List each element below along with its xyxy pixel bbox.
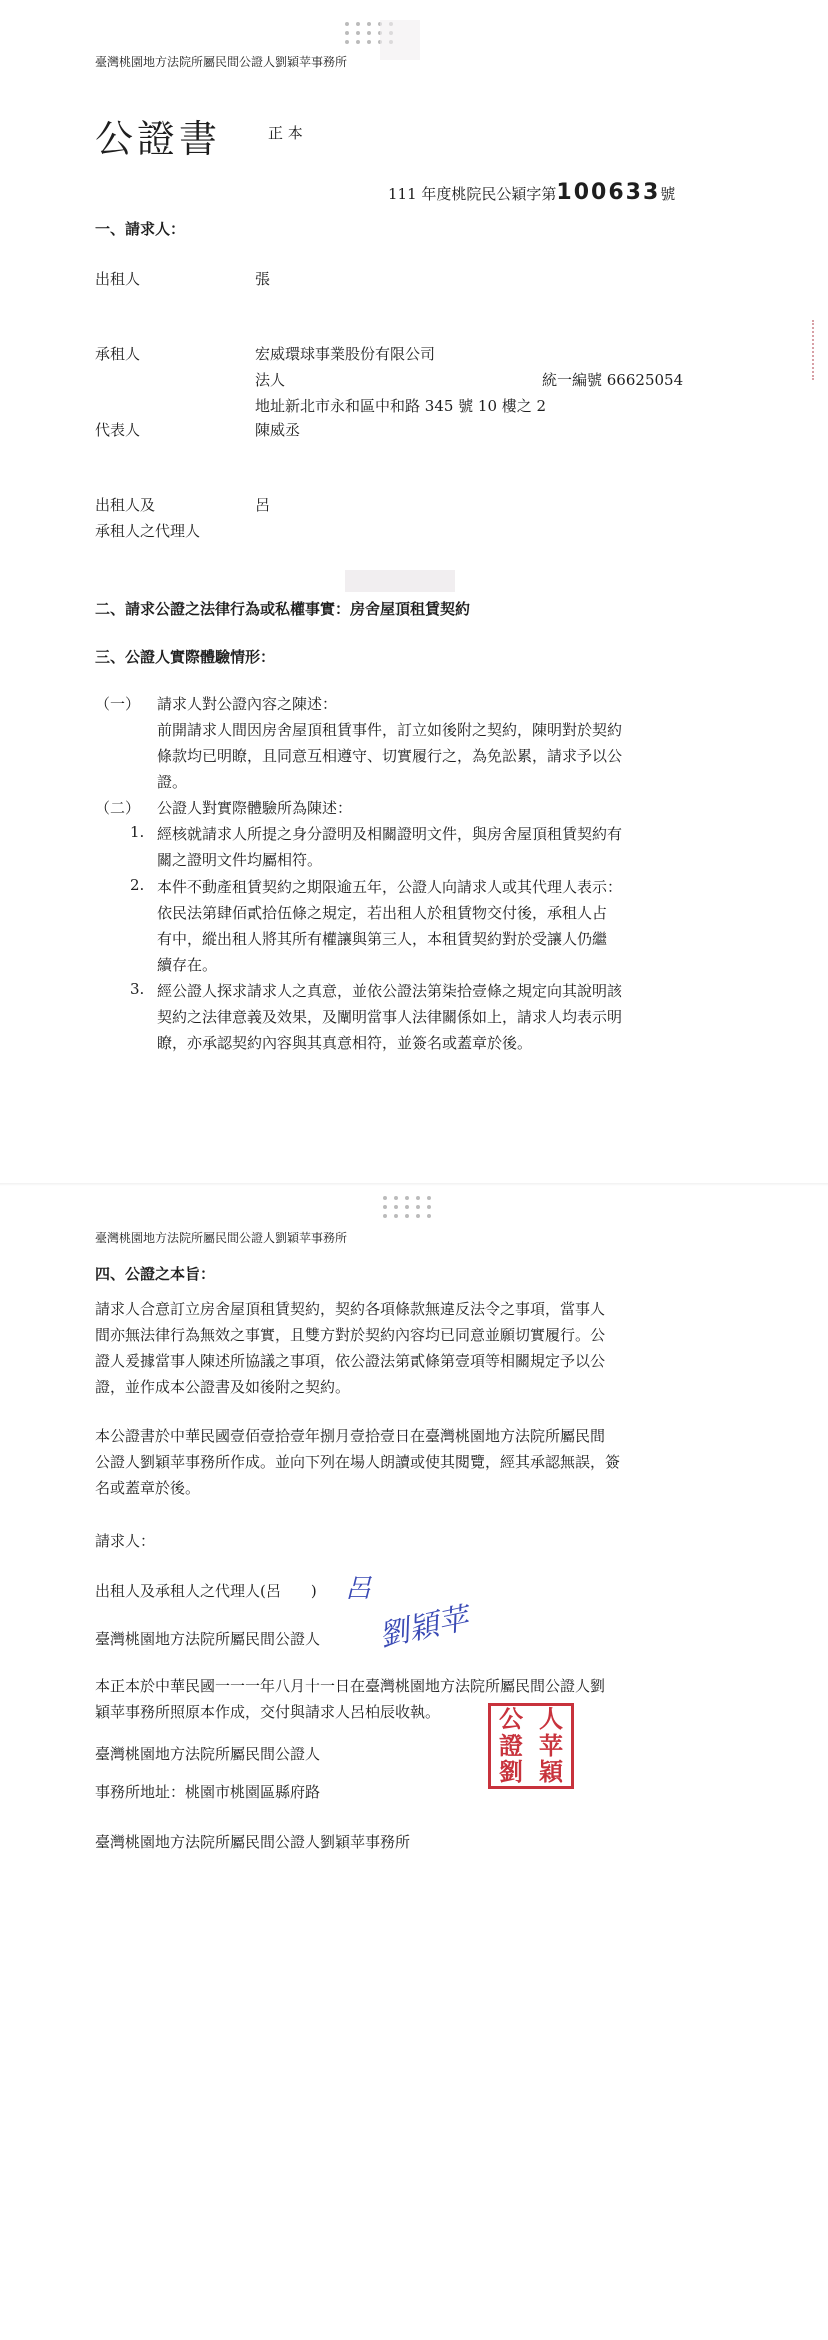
header-office: 臺灣桃園地方法院所屬民間公證人劉穎苹事務所 <box>95 55 348 69</box>
s4-line: 請求人合意訂立房舍屋頂租賃契約，契約各項條款無違反法令之事項，當事人 <box>95 1300 606 1318</box>
s3-2-item-line: 契約之法律意義及效果，及闡明當事人法律關係如上，請求人均表示明 <box>157 1008 623 1026</box>
s3-2-item-line: 關之證明文件均屬相符。 <box>157 851 323 869</box>
lessor-name: 張 <box>255 270 271 288</box>
section4-heading: 四、公證之本旨： <box>95 1265 216 1283</box>
lessee-label: 承租人 <box>95 345 141 363</box>
stamp-char: 公 <box>499 1704 523 1733</box>
agent-signature: 呂 <box>345 1574 372 1604</box>
lessee-uniform-no: 統一編號 66625054 <box>542 371 684 389</box>
s3-2-item-line: 瞭，亦承認契約內容與其真意相符，並簽名或蓋章於後。 <box>157 1034 533 1052</box>
page-separator <box>0 1183 828 1186</box>
s3-2-item-line: 有中，縱出租人將其所有權讓與第三人，本租賃契約對於受讓人仍繼 <box>157 930 608 948</box>
stamp-char: 人 <box>539 1704 563 1733</box>
date-line: 本公證書於中華民國壹佰壹拾壹年捌月壹拾壹日在臺灣桃園地方法院所屬民間 <box>95 1427 606 1445</box>
date-line: 公證人劉穎苹事務所作成。並向下列在場人朗讀或使其閱覽，經其承認無誤，簽 <box>95 1453 621 1471</box>
s3-2-intro: 公證人對實際體驗所為陳述： <box>157 799 353 817</box>
section1-heading: 一、請求人： <box>95 220 186 238</box>
s3-1-num: （一） <box>95 695 141 713</box>
case-prefix: 111 年度桃院民公穎字第 <box>388 185 557 203</box>
notary-signature: 劉穎苹 <box>376 1600 472 1654</box>
s4-line: 證，並作成本公證書及如後附之契約。 <box>95 1378 351 1396</box>
requester-label: 請求人： <box>95 1532 156 1550</box>
stamp-char: 證 <box>499 1730 523 1760</box>
lessee-type: 法人 <box>255 371 286 389</box>
s3-1-line: 前開請求人間因房舍屋頂租賃事件，訂立如後附之契約，陳明對於契約 <box>157 721 623 739</box>
s3-1-line: 證。 <box>157 773 188 791</box>
s3-2-item-line: 續存在。 <box>157 956 218 974</box>
agent-line: 出租人及承租人之代理人(呂 ) <box>95 1582 317 1600</box>
section2-heading: 二、請求公證之法律行為或私權事實：房舍屋頂租賃契約 <box>95 600 471 618</box>
agent-name: 呂 <box>255 496 271 514</box>
s3-2-item-line: 經核就請求人所提之身分證明及相關證明文件，與房舍屋頂租賃契約有 <box>157 825 623 843</box>
notary-line-2: 臺灣桃園地方法院所屬民間公證人 <box>95 1745 321 1763</box>
copy-line: 穎苹事務所照原本作成，交付與請求人呂柏辰收執。 <box>95 1703 441 1721</box>
s3-1-line: 請求人對公證內容之陳述： <box>157 695 338 713</box>
stamp-char: 劉 <box>499 1757 523 1787</box>
s3-2-item-num: 3. <box>130 980 145 998</box>
lessee-company: 宏威環球事業股份有限公司 <box>255 345 436 363</box>
s3-1-line: 條款均已明瞭，且同意互相遵守、切實履行之，為免訟累，請求予以公 <box>157 747 623 765</box>
office-address: 事務所地址：桃園市桃園區縣府路 <box>95 1783 321 1801</box>
seal-ghost-mark <box>345 570 455 592</box>
case-suffix: 號 <box>660 185 676 203</box>
s3-2-item-line: 本件不動產租賃契約之期限逾五年，公證人向請求人或其代理人表示： <box>157 878 623 896</box>
rep-label: 代表人 <box>95 421 141 439</box>
s3-2-item-line: 依民法第肆佰貳拾伍條之規定，若出租人於租賃物交付後，承租人占 <box>157 904 608 922</box>
s4-line: 證人爰據當事人陳述所協議之事項，依公證法第貳條第壹項等相關規定予以公 <box>95 1352 606 1370</box>
lessee-address: 地址新北市永和區中和路 345 號 10 樓之 2 <box>255 397 547 415</box>
seal-ghost-mark <box>380 20 420 60</box>
date-line: 名或蓋章於後。 <box>95 1479 201 1497</box>
footer-office: 臺灣桃園地方法院所屬民間公證人劉穎苹事務所 <box>95 1833 411 1851</box>
doc-title: 公證書 <box>95 117 222 161</box>
s3-2-item-num: 2. <box>130 876 145 894</box>
copy-line: 本正本於中華民國一一一年八月十一日在臺灣桃園地方法院所屬民間公證人劉 <box>95 1677 606 1695</box>
s3-2-item-line: 經公證人探求請求人之真意，並依公證法第柒拾壹條之規定向其說明該 <box>157 982 623 1000</box>
edge-mark <box>806 320 814 380</box>
case-number-line <box>388 180 675 205</box>
notary-seal-stamp <box>488 1703 574 1789</box>
case-number: 100633 <box>556 180 661 205</box>
doc-subtitle: 正 本 <box>268 124 303 142</box>
notary-line: 臺灣桃園地方法院所屬民間公證人 <box>95 1630 321 1648</box>
lessor-label: 出租人 <box>95 270 141 288</box>
rep-name: 陳威丞 <box>255 421 301 439</box>
punch-holes-top <box>383 1196 433 1218</box>
agent-label-1: 出租人及 <box>95 496 156 514</box>
stamp-char: 苹 <box>539 1730 563 1760</box>
section3-heading: 三、公證人實際體驗情形： <box>95 648 276 666</box>
stamp-char: 穎 <box>539 1757 563 1787</box>
agent-label-2: 承租人之代理人 <box>95 522 201 540</box>
s3-2-item-num: 1. <box>130 823 145 841</box>
s4-line: 間亦無法律行為無效之事實，且雙方對於契約內容均已同意並願切實履行。公 <box>95 1326 606 1344</box>
s3-2-num: （二） <box>95 799 141 817</box>
header-office: 臺灣桃園地方法院所屬民間公證人劉穎苹事務所 <box>95 1231 348 1245</box>
